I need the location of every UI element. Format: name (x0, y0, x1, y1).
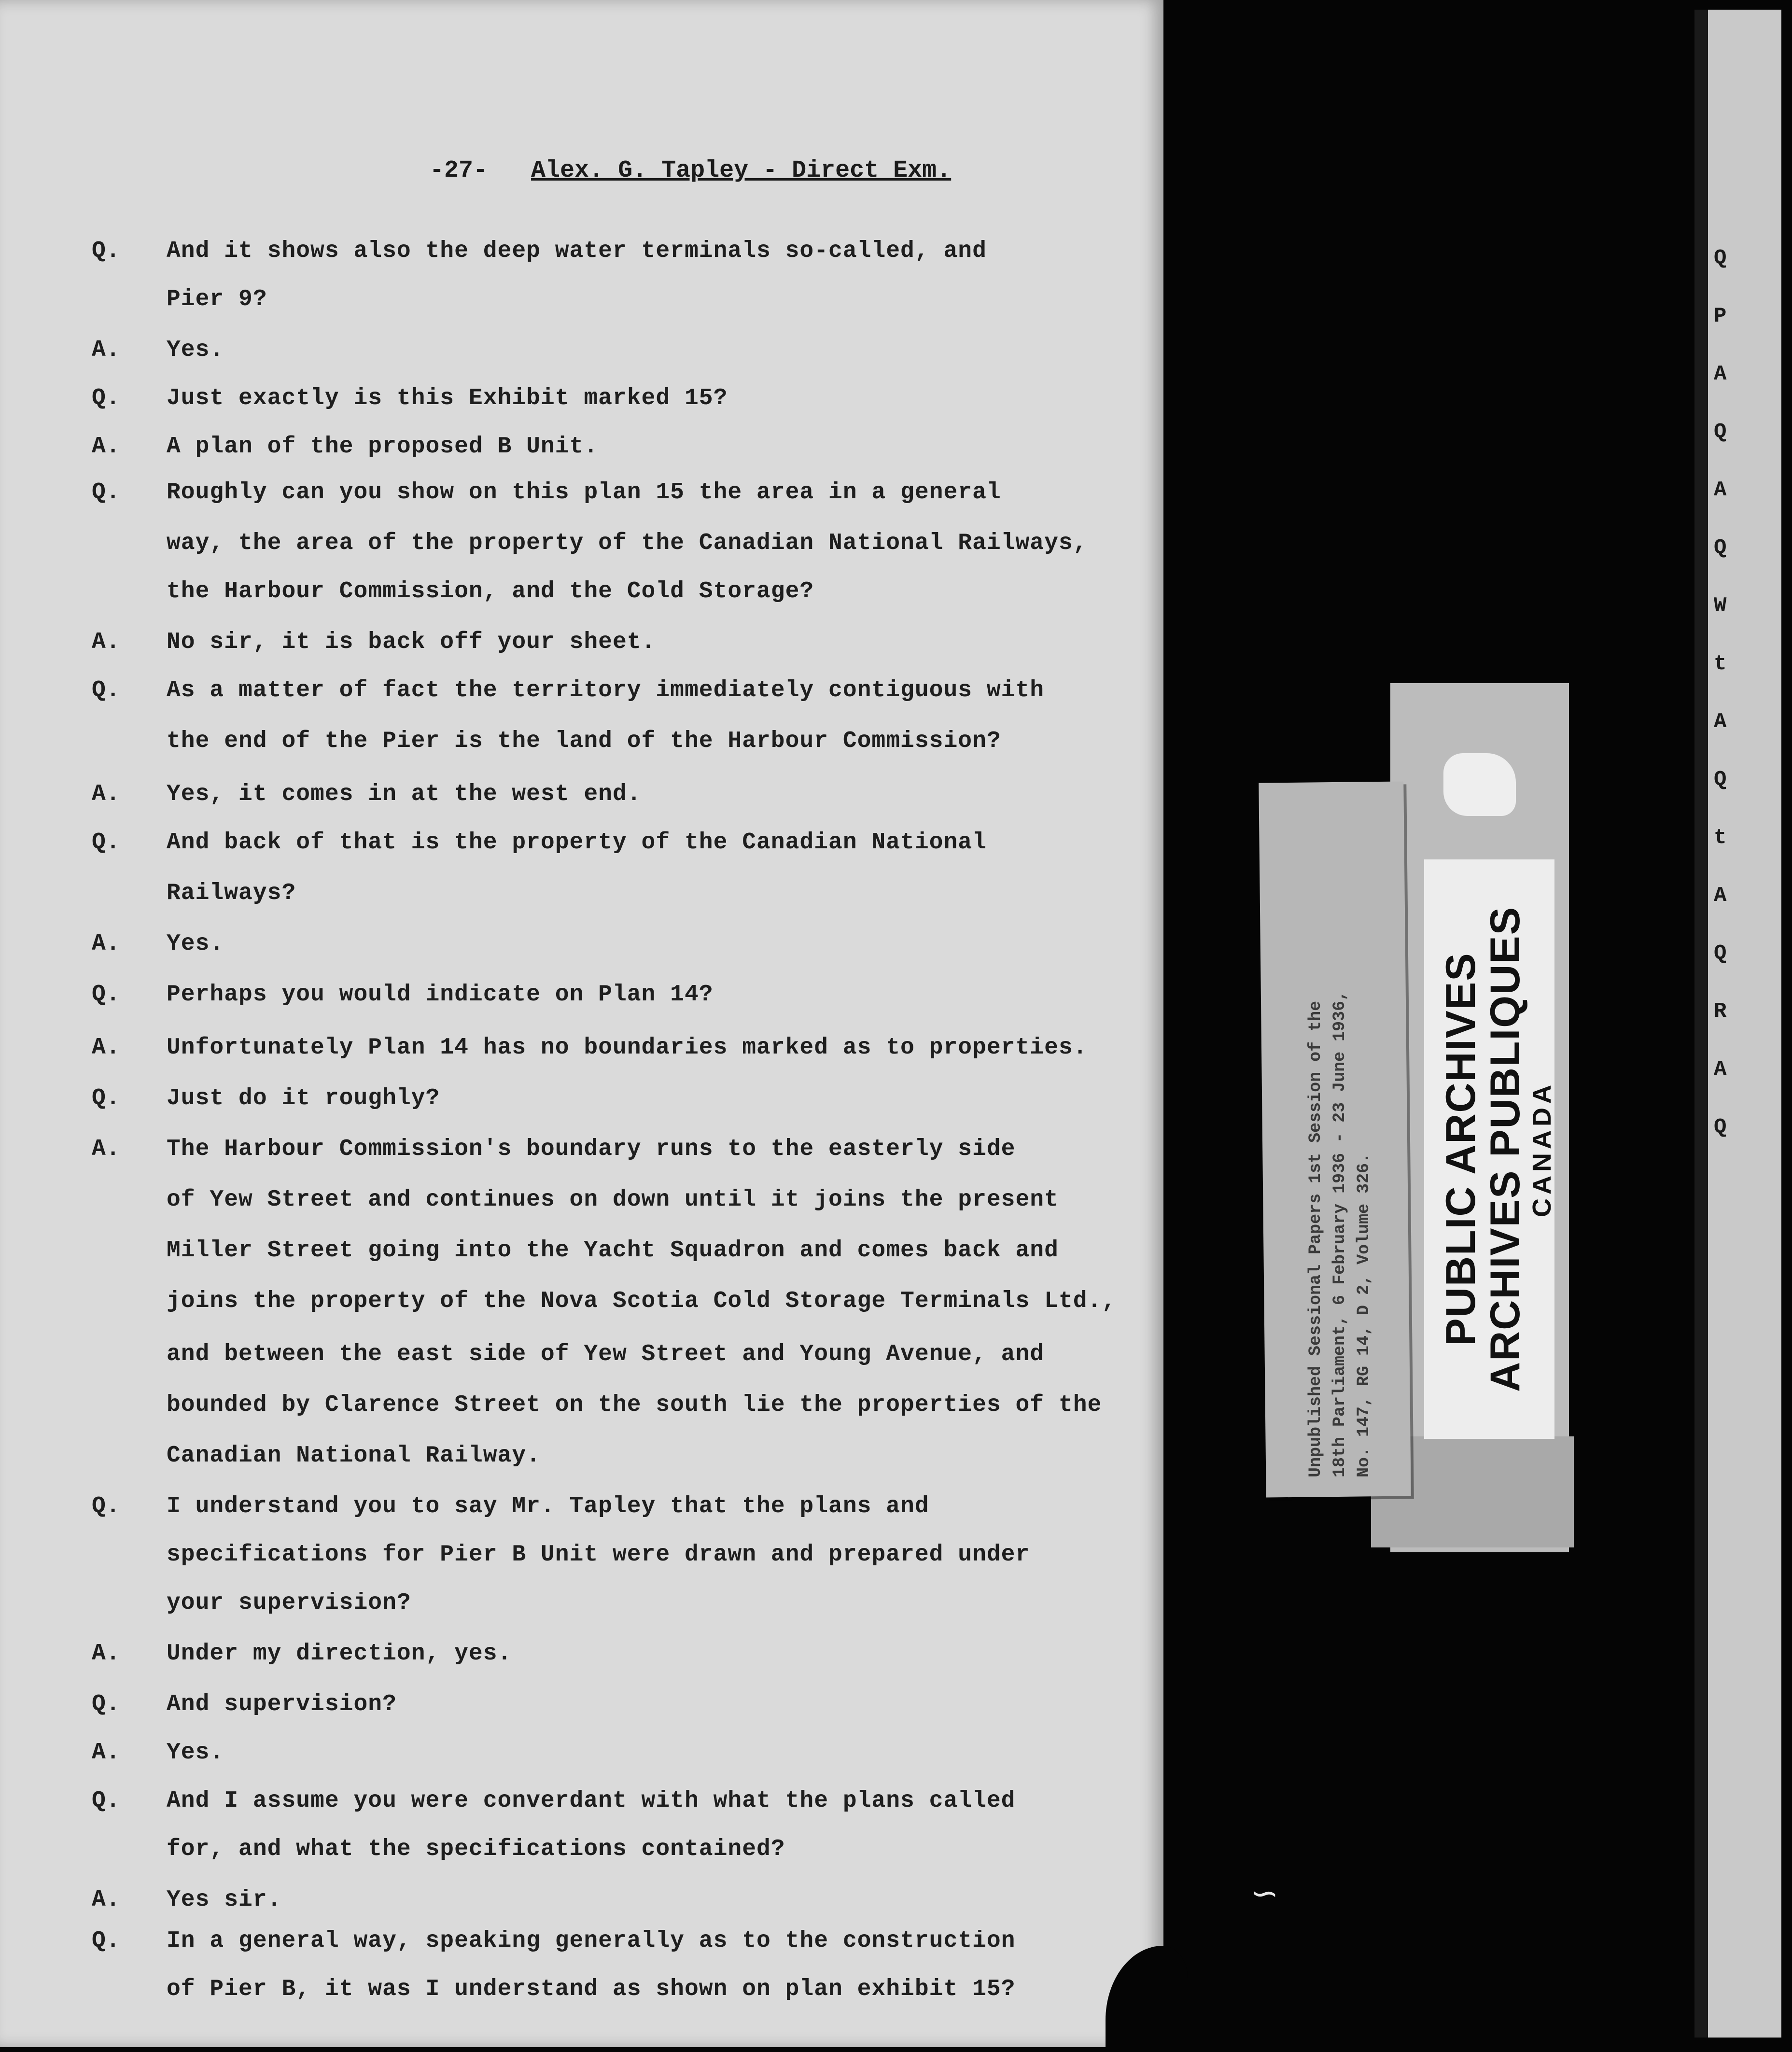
adjacent-page-strip (1694, 10, 1781, 2038)
line-text: Unfortunately Plan 14 has no boundaries marked as to properties. (167, 1035, 1088, 1061)
speaker-label: Q. (92, 1788, 121, 1814)
transcript-line (92, 577, 814, 606)
transcript-line (92, 1690, 397, 1719)
speaker-label: Q. (92, 1085, 121, 1111)
line-text: Under my direction, yes. (167, 1641, 512, 1667)
speaker-label: Q. (92, 1928, 121, 1954)
line-text: the Harbour Commission, and the Cold Storage? (167, 578, 814, 604)
speaker-label: A. (92, 1641, 121, 1667)
transcript-line (92, 237, 987, 266)
transcript-line (92, 628, 656, 657)
line-text: your supervision? (167, 1590, 411, 1616)
line-text: for, and what the specifications contained? (167, 1836, 785, 1862)
transcript-line (92, 1975, 1015, 2004)
page-number: -27- (430, 157, 488, 184)
strip-letter: A (1714, 478, 1727, 502)
strip-letter: Q (1714, 768, 1727, 792)
line-text: and between the east side of Yew Street and Young Avenue, and (167, 1341, 1045, 1367)
line-text: way, the area of the property of the Canadian National Railways, (167, 530, 1088, 556)
speaker-label: Q. (92, 479, 121, 506)
line-text: And I assume you were converdant with what the plans called (167, 1788, 1016, 1814)
transcript-line (92, 929, 224, 958)
strip-letter: Q (1714, 942, 1727, 966)
stamp-line-3: CANADA (1527, 1081, 1556, 1217)
stamp-line-1: PUBLIC ARCHIVES (1438, 952, 1484, 1346)
line-text: A plan of the proposed B Unit. (167, 434, 599, 460)
strip-letter: A (1714, 710, 1727, 734)
transcript-line (92, 1738, 224, 1767)
transcript-line (92, 1926, 1015, 1955)
transcript-line (92, 1033, 1088, 1062)
speaker-label: Q. (92, 385, 121, 411)
line-text: As a matter of fact the territory immediately contiguous with (167, 677, 1045, 703)
strip-letter: W (1714, 594, 1727, 618)
line-text: In a general way, speaking generally as to the construction (167, 1928, 1016, 1954)
line-text: Yes. (167, 337, 224, 363)
speaker-label: Q. (92, 677, 121, 703)
line-text: Yes. (167, 1740, 224, 1766)
line-text: Canadian National Railway. (167, 1443, 541, 1469)
strip-letter: A (1714, 884, 1727, 908)
transcript-line (92, 1639, 512, 1668)
transcript-line (92, 1441, 541, 1470)
transcript-line (92, 1287, 1116, 1316)
strip-letter: P (1714, 304, 1727, 328)
speaker-label: A. (92, 781, 121, 807)
archive-note-line-1: Unpublished Sessional Papers 1st Session of the (1306, 1000, 1325, 1477)
strip-letter: Q (1714, 420, 1727, 444)
speaker-label: A. (92, 629, 121, 655)
transcript-line (92, 432, 598, 461)
line-text: Yes, it comes in at the west end. (167, 781, 642, 807)
line-text: I understand you to say Mr. Tapley that the plans and (167, 1493, 929, 1519)
archive-note-line-3: No. 147, RG 14, D 2, Volume 326. (1354, 1152, 1373, 1477)
transcript-line (92, 384, 728, 413)
transcript-line (92, 1391, 1102, 1420)
transcript-line (92, 1236, 1059, 1265)
speaker-label: Q. (92, 829, 121, 856)
line-text: Just do it roughly? (167, 1085, 440, 1111)
transcript-line (92, 336, 224, 365)
transcript-line (92, 1540, 1030, 1569)
line-text: The Harbour Commission's boundary runs to the easterly side (167, 1136, 1016, 1162)
speaker-label: A. (92, 1035, 121, 1061)
line-text: Just exactly is this Exhibit marked 15? (167, 385, 728, 411)
line-text: No sir, it is back off your sheet. (167, 629, 656, 655)
strip-letter: A (1714, 1057, 1727, 1082)
transcript-line (92, 676, 1044, 705)
line-text: the end of the Pier is the land of the Harbour Commission? (167, 728, 1001, 754)
strip-letter: Q (1714, 246, 1727, 270)
transcript-line (92, 529, 1088, 558)
line-text: And supervision? (167, 1691, 397, 1717)
transcript-line (92, 879, 296, 908)
strip-letter: t (1714, 652, 1727, 676)
transcript-line (92, 1185, 1059, 1214)
strip-letter: Q (1714, 536, 1727, 560)
speaker-label: A. (92, 434, 121, 460)
transcript-line (92, 1340, 1044, 1369)
speaker-label: A. (92, 1136, 121, 1162)
transcript-line (92, 1835, 785, 1864)
squiggle-mark-icon: ∽ (1250, 1873, 1279, 1913)
speaker-label: Q. (92, 1691, 121, 1717)
stamp-line-2: ARCHIVES PUBLIQUES (1482, 906, 1528, 1392)
strip-letter: t (1714, 826, 1727, 850)
transcript-line (92, 780, 642, 809)
line-text: of Yew Street and continues on down until it joins the present (167, 1187, 1059, 1213)
transcript-line (92, 478, 1001, 507)
transcript-line (92, 285, 267, 314)
line-text: specifications for Pier B Unit were drawn and prepared under (167, 1542, 1030, 1568)
strip-letter: R (1714, 999, 1727, 1024)
line-text: Perhaps you would indicate on Plan 14? (167, 982, 714, 1008)
transcript-line (92, 1885, 281, 1914)
speaker-label: Q. (92, 238, 121, 264)
line-text: of Pier B, it was I understand as shown on plan exhibit 15? (167, 1976, 1016, 2002)
transcript-line (92, 1492, 929, 1521)
tag-clip (1443, 753, 1516, 816)
line-text: Railways? (167, 880, 296, 906)
transcript-line (92, 1135, 1015, 1164)
page-header (430, 157, 1154, 200)
line-text: Pier 9? (167, 286, 267, 312)
strip-letter: A (1714, 362, 1727, 386)
transcript-line (92, 1084, 440, 1113)
line-text: bounded by Clarence Street on the south lie the properties of the (167, 1392, 1102, 1418)
strip-letter: Q (1714, 1115, 1727, 1139)
transcript-line (92, 1786, 1015, 1815)
speaker-label: A. (92, 1740, 121, 1766)
speaker-label: A. (92, 1887, 121, 1913)
line-text: Yes sir. (167, 1887, 282, 1913)
archive-note-line-2: 18th Parliament, 6 February 1936 - 23 June 1936, (1330, 990, 1349, 1477)
transcript-line (92, 1588, 411, 1617)
speaker-label: A. (92, 337, 121, 363)
line-text: Roughly can you show on this plan 15 the area in a general (167, 479, 1001, 506)
transcript-line (92, 727, 1001, 756)
speaker-label: Q. (92, 1493, 121, 1519)
line-text: Miller Street going into the Yacht Squadron and comes back and (167, 1237, 1059, 1264)
page-title: Alex. G. Tapley - Direct Exm. (531, 157, 952, 184)
speaker-label: Q. (92, 982, 121, 1008)
transcript-line (92, 980, 714, 1009)
transcript-line (92, 828, 987, 857)
line-text: joins the property of the Nova Scotia Cold Storage Terminals Ltd., (167, 1288, 1117, 1314)
line-text: Yes. (167, 931, 224, 957)
line-text: And it shows also the deep water terminals so-called, and (167, 238, 987, 264)
speaker-label: A. (92, 931, 121, 957)
archive-reference-text (1294, 821, 1419, 1487)
archives-stamp (1424, 859, 1554, 1439)
line-text: And back of that is the property of the Canadian National (167, 829, 987, 856)
page-edge (1694, 10, 1708, 2038)
